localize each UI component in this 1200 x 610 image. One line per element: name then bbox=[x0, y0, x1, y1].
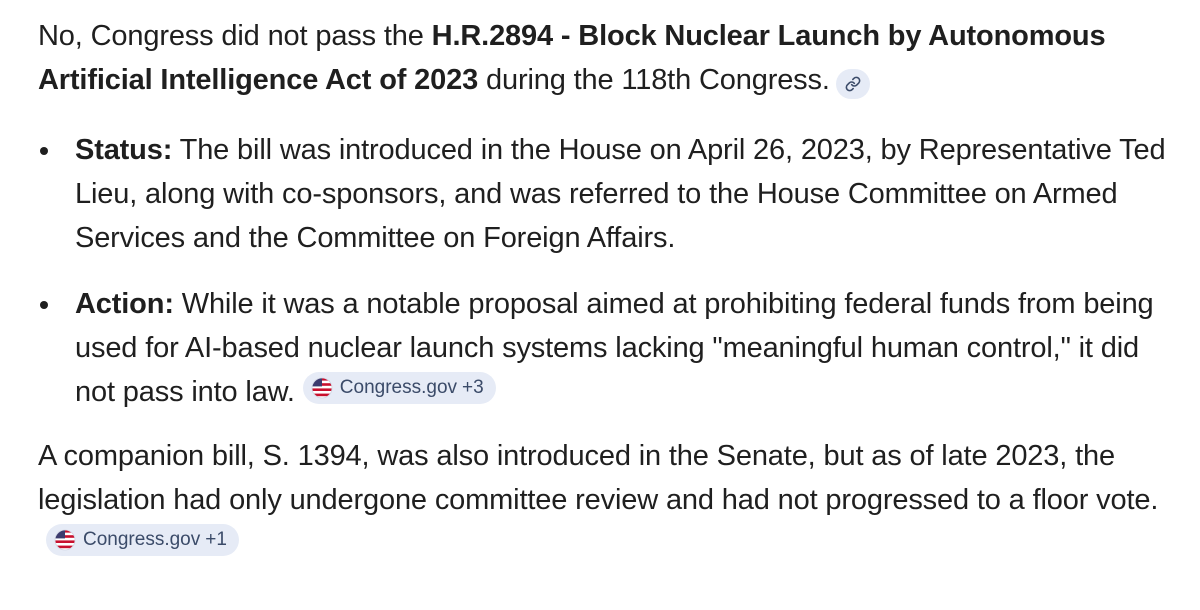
list-item bbox=[38, 282, 1178, 414]
bullet-list bbox=[38, 128, 1178, 414]
ai-answer bbox=[38, 14, 1178, 566]
link-icon bbox=[845, 76, 861, 92]
status-text: The bill was introduced in the House on April 26, 2023, by Representative Ted Lieu, along with co-sponsors, and was referred to the House Committee on Armed Services and the Committee on Foreign Affairs. bbox=[75, 134, 1166, 254]
intro-paragraph bbox=[38, 14, 1178, 102]
source-chip-congress-gov[interactable] bbox=[303, 372, 496, 404]
action-text: While it was a notable proposal aimed at prohibiting federal funds from being used for AI-based nuclear launch systems lacking "meaningful human control," it did not pass into law. bbox=[75, 288, 1154, 408]
us-flag-icon bbox=[54, 529, 76, 551]
source-chip-congress-gov[interactable] bbox=[46, 524, 239, 556]
action-label: Action: bbox=[75, 288, 174, 320]
source-name: Congress.gov bbox=[339, 377, 458, 398]
closing-paragraph bbox=[38, 434, 1178, 566]
intro-suffix: during the 118th Congress. bbox=[478, 64, 830, 96]
link-button[interactable] bbox=[836, 69, 870, 99]
us-flag-icon bbox=[311, 377, 333, 399]
bullet-dot bbox=[40, 301, 48, 309]
status-label: Status: bbox=[75, 134, 173, 166]
source-name: Congress.gov bbox=[83, 529, 201, 550]
intro-prefix: No, Congress did not pass the bbox=[38, 20, 432, 52]
bill-title: H.R.2894 - Block Nuclear Launch by Autonomous Artificial Intelligence Act of 2023 bbox=[38, 20, 1106, 96]
bullet-dot bbox=[40, 147, 48, 155]
source-more-count: +1 bbox=[205, 529, 227, 550]
source-more-count: +3 bbox=[462, 377, 484, 398]
list-item bbox=[38, 128, 1178, 260]
closing-text: A companion bill, S. 1394, was also introduced in the Senate, but as of late 2023, the legislation had only undergone committee review and had not progressed to a floor vote. bbox=[38, 440, 1159, 516]
